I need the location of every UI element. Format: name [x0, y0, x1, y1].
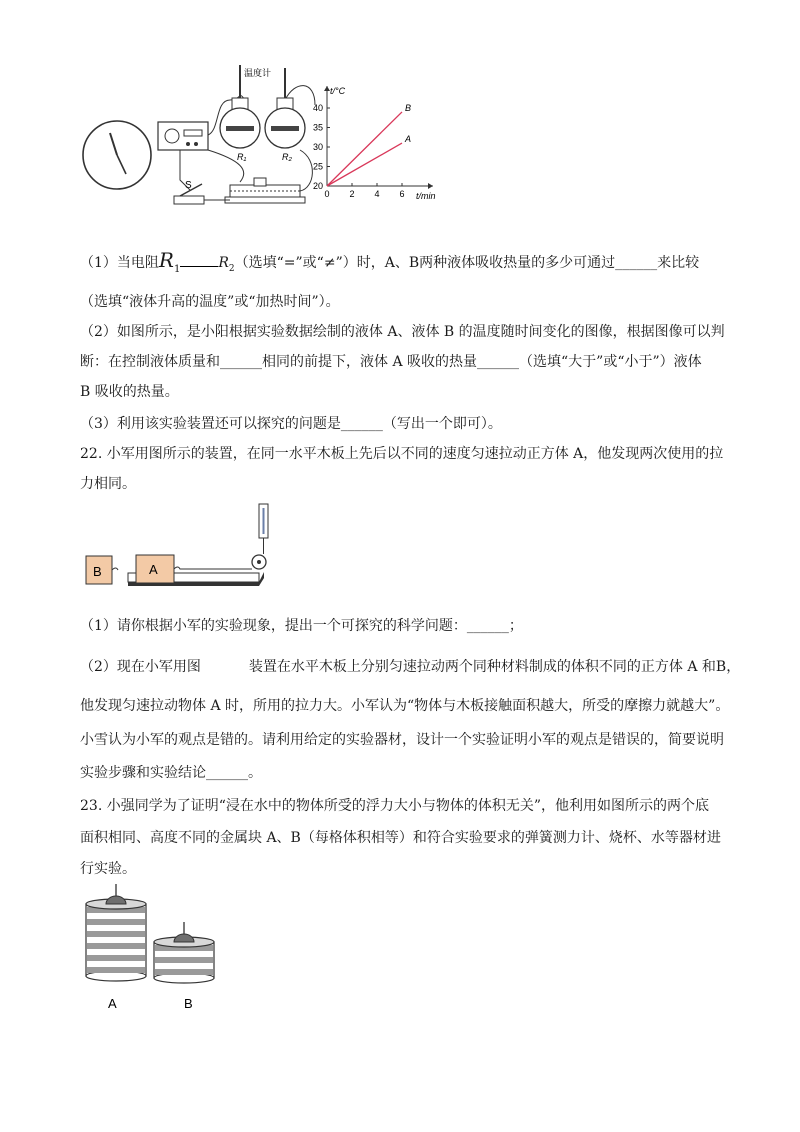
y-tick-label: 40 [312, 103, 323, 113]
metal-block-b [154, 922, 214, 983]
series-label-b: B [405, 102, 412, 113]
q22-part2-line4: 实验步骤和实验结论______。 [80, 765, 262, 781]
rheostat-icon [225, 178, 305, 203]
metal-block-a [86, 884, 146, 981]
block-body [86, 904, 146, 976]
metal-blocks-figure [76, 880, 226, 1016]
r1-label: R₁ [237, 152, 247, 162]
block-band [87, 967, 145, 973]
q23-line2: 面积相同、高度不同的金属块 A、B（每格体积相等）和符合实验要求的弹簧测力计、烧杯、水等器材进 [80, 830, 721, 846]
series-label-a: A [405, 134, 412, 145]
spring-scale-icon [259, 504, 268, 554]
x-tick-label: 2 [349, 189, 355, 199]
y-axis-label: t/°C [330, 86, 346, 96]
y-tick-label: 35 [312, 122, 323, 133]
r2-symbol: $R_2$ [218, 255, 235, 274]
block-band [87, 931, 145, 937]
power-supply-icon [158, 122, 208, 150]
q21-part2-line3: B 吸收的热量。 [80, 384, 179, 400]
block-band [155, 957, 213, 963]
x-axis-label: t/min [416, 191, 436, 201]
x-tick-label: 0 [324, 189, 330, 199]
hook-dome [106, 896, 126, 904]
q22-part2-line1: （2）现在小军用图 装置在水平木板上分别匀速拉动两个同种材料制成的体积不同的正方体 A 和B， [80, 659, 741, 675]
q21-part2-line1: （2）如图所示，是小阳根据实验数据绘制的液体 A、液体 B 的温度随时间变化的图像，根据图像可以判 [80, 324, 725, 340]
block-b-caption: B [184, 996, 193, 1011]
q21-part2-line2: 断：在控制液体质量和______相同的前提下，液体 A 吸收的热量______（选填“大于”或“小于”）液体 [80, 354, 702, 370]
switch-label: S [185, 180, 192, 191]
q22-line2: 力相同。 [80, 476, 136, 492]
hook-dome [174, 934, 194, 942]
block-band [87, 955, 145, 961]
block-band [87, 919, 145, 925]
y-tick-label: 20 [312, 181, 323, 191]
q22-part2-line3: 小雪认为小军的观点是错的。请利用给定的实验器材，设计一个实验证明小军的观点是错误的，简要说明 [80, 732, 724, 748]
y-tick-label: 25 [312, 161, 323, 172]
q22-part1: （1）请你根据小军的实验现象，提出一个可探究的科学问题：______； [80, 618, 523, 634]
x-axis-arrow [428, 183, 433, 189]
block-a-label: A [149, 562, 158, 577]
flask-r2-icon [265, 68, 305, 148]
thermometer-label: 温度计 [244, 68, 272, 78]
q21-part1-line1: （1）当电阻$R_1$ $R_2$（选填“=”或“≠”）时，A、B两种液体吸收热量的多少可通过______来比较 [80, 248, 700, 275]
r2-label: R₂ [282, 152, 292, 162]
temperature-time-graph [305, 82, 440, 204]
block-band [87, 943, 145, 949]
block-b-label: B [93, 564, 102, 579]
blank-r-compare[interactable] [180, 266, 218, 267]
q22-line1: 22. 小军用图所示的装置，在同一水平木板上先后以不同的速度匀速拉动正方体 A，他发现两次使用的拉 [80, 446, 724, 462]
block-a-caption: A [108, 996, 117, 1011]
x-tick-label: 4 [374, 189, 380, 199]
q21-part1-line2: （选填“液体升高的温度”或“加热时间”）。 [80, 294, 340, 310]
block-band [155, 969, 213, 975]
pulley-icon [252, 555, 266, 569]
r1-symbol: $R_1$ [158, 248, 181, 275]
y-tick-label: 30 [312, 142, 323, 152]
q21-part3: （3）利用该实验装置还可以探究的问题是______（写出一个即可）。 [80, 416, 502, 432]
q22-part2-line2: 他发现匀速拉动物体 A 时，所用的拉力大。小军认为“物体与木板接触面积越大，所受的摩擦力就越大”。 [80, 698, 730, 714]
q23-line3: 行实验。 [80, 861, 136, 877]
clock-icon [83, 121, 151, 189]
friction-apparatus-figure [84, 500, 274, 592]
x-tick-label: 6 [399, 189, 405, 199]
q23-line1: 23. 小强同学为了证明“浸在水中的物体所受的浮力大小与物体的体积无关”，他利用如图所示的两个底 [80, 798, 710, 814]
